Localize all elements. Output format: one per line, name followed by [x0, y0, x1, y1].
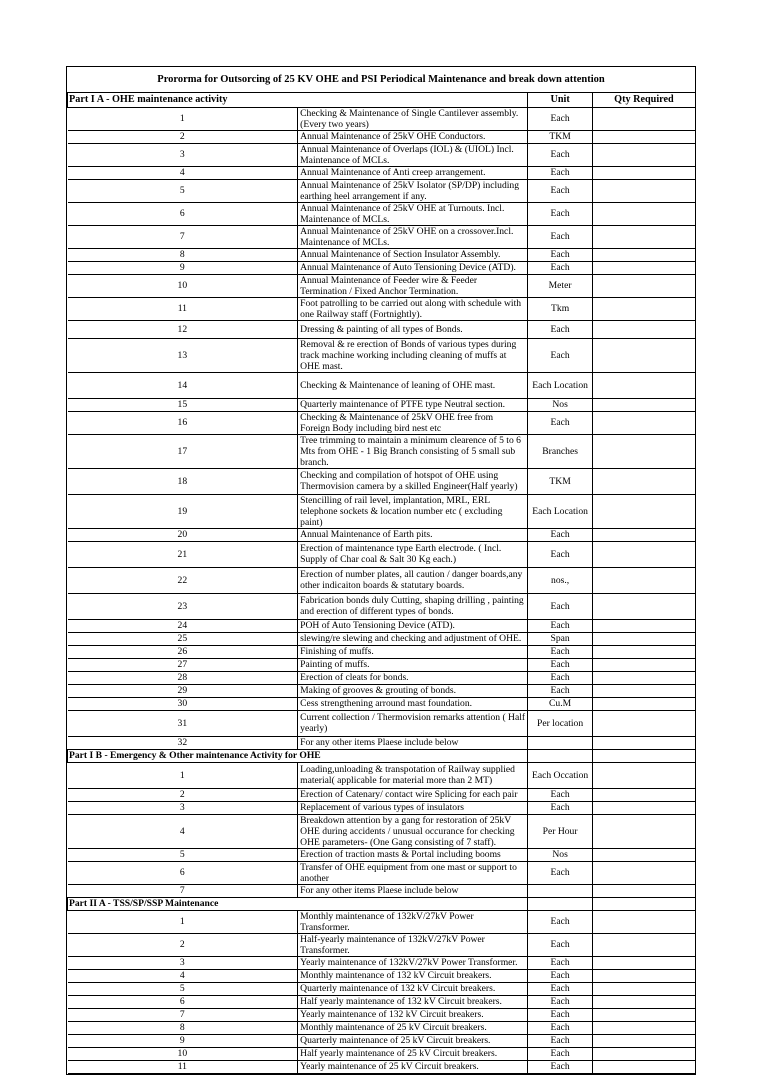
item-number: 3: [68, 801, 298, 814]
item-number: 6: [68, 995, 298, 1008]
item-number: 22: [68, 567, 298, 593]
item-unit: Cu.M: [528, 697, 593, 710]
qty-required-cell[interactable]: [592, 995, 695, 1008]
table-row: [68, 541, 696, 567]
item-description: Foot patrolling to be carried out along with schedule with one Railway staff (Fortnightly).: [298, 297, 528, 320]
item-unit: Each Occation: [528, 762, 593, 788]
table-row: [68, 1008, 696, 1021]
item-description: Checking and compilation of hotspot of OHE using Thermovision camera by a skilled Engineer(Half yearly): [298, 468, 528, 494]
item-description: Tree trimming to maintain a minimum clearence of 5 to 6 Mts from OHE - 1 Big Branch consisting of 5 small sub branch.: [298, 434, 528, 468]
item-description: Half yearly maintenance of 25 kV Circuit breakers.: [298, 1047, 528, 1060]
item-description: Yearly maintenance of 132 kV Circuit breakers.: [298, 1008, 528, 1021]
qty-required-cell[interactable]: [592, 248, 695, 261]
item-description: For any other items Plaese include below: [298, 884, 528, 897]
item-number: 8: [68, 1021, 298, 1034]
unit-cell: [528, 749, 593, 762]
qty-required-cell[interactable]: [592, 338, 695, 372]
qty-required-cell[interactable]: [592, 969, 695, 982]
item-description: Breakdown attention by a gang for restoration of 25kV OHE during accidents / unusual occurance for checking OHE parameters- (One Gang consisting of 7 staff).: [298, 814, 528, 848]
table-row: [68, 130, 696, 143]
item-number: 5: [68, 179, 298, 202]
qty-required-cell[interactable]: [592, 788, 695, 801]
item-number: 14: [68, 372, 298, 398]
item-number: 1: [68, 910, 298, 933]
qty-required-cell[interactable]: [592, 166, 695, 179]
qty-required-cell[interactable]: [592, 202, 695, 225]
item-number: 7: [68, 225, 298, 248]
item-number: 1: [68, 762, 298, 788]
item-description: Erection of traction masts & Portal including booms: [298, 848, 528, 861]
item-unit: Branches: [528, 434, 593, 468]
activity-table: [67, 93, 695, 1074]
qty-required-cell[interactable]: [592, 619, 695, 632]
item-number: 4: [68, 814, 298, 848]
table-row: [68, 697, 696, 710]
section-heading: Part II A - TSS/SP/SSP Maintenance: [68, 897, 528, 910]
item-number: 26: [68, 645, 298, 658]
table-row: [68, 910, 696, 933]
item-number: 10: [68, 1047, 298, 1060]
item-number: 4: [68, 166, 298, 179]
proforma-sheet: [66, 66, 696, 1075]
item-number: 15: [68, 398, 298, 411]
table-row: [68, 320, 696, 338]
unit-cell: [528, 897, 593, 910]
qty-required-cell[interactable]: [592, 1034, 695, 1047]
qty-required-cell[interactable]: [592, 848, 695, 861]
table-row: [68, 762, 696, 788]
item-number: 13: [68, 338, 298, 372]
item-description: For any other items Plaese include below: [298, 736, 528, 749]
table-row: [68, 671, 696, 684]
item-unit: Each: [528, 202, 593, 225]
item-unit: Meter: [528, 274, 593, 297]
table-row: [68, 1021, 696, 1034]
table-row: [68, 297, 696, 320]
table-row: [68, 567, 696, 593]
document-title: Prororma for Outsorcing of 25 KV OHE and PSI Periodical Maintenance and break down attention: [67, 67, 695, 93]
table-row: [68, 982, 696, 995]
item-description: Replacement of various types of insulators: [298, 801, 528, 814]
item-unit: Each: [528, 166, 593, 179]
qty-required-cell[interactable]: [592, 1060, 695, 1073]
item-number: 12: [68, 320, 298, 338]
item-unit: Each: [528, 593, 593, 619]
item-description: Fabrication bonds duly Cutting, shaping drilling , painting and erection of different types of bonds.: [298, 593, 528, 619]
table-row: [68, 1060, 696, 1073]
item-number: 3: [68, 143, 298, 166]
item-description: Current collection / Thermovision remarks attention ( Half yearly): [298, 710, 528, 736]
item-number: 20: [68, 528, 298, 541]
item-unit: Each: [528, 1047, 593, 1060]
qty-required-cell[interactable]: [592, 567, 695, 593]
qty-required-cell[interactable]: [592, 107, 695, 130]
item-number: 9: [68, 1034, 298, 1047]
item-unit: Each: [528, 338, 593, 372]
item-number: 19: [68, 494, 298, 528]
item-description: Erection of number plates, all caution / danger boards,any other indicaiton boards & statutary boards.: [298, 567, 528, 593]
item-unit: Each: [528, 645, 593, 658]
item-unit: Each: [528, 541, 593, 567]
item-description: Painting of muffs.: [298, 658, 528, 671]
item-unit: Each: [528, 248, 593, 261]
qty-required-cell[interactable]: [592, 261, 695, 274]
table-row: [68, 884, 696, 897]
table-row: [68, 619, 696, 632]
item-number: 8: [68, 248, 298, 261]
item-unit: [528, 884, 593, 897]
item-description: Annual Maintenance of Section Insulator Assembly.: [298, 248, 528, 261]
qty-required-cell[interactable]: [592, 593, 695, 619]
qty-required-cell[interactable]: [592, 1008, 695, 1021]
item-number: 18: [68, 468, 298, 494]
item-number: 28: [68, 671, 298, 684]
item-description: Transfer of OHE equipment from one mast or support to another: [298, 861, 528, 884]
item-number: 17: [68, 434, 298, 468]
item-unit: Each: [528, 411, 593, 434]
item-number: 24: [68, 619, 298, 632]
item-description: Checking & Maintenance of Single Cantilever assembly.(Every two years): [298, 107, 528, 130]
qty-required-cell[interactable]: [592, 814, 695, 848]
qty-required-cell[interactable]: [592, 372, 695, 398]
table-row: [68, 528, 696, 541]
item-number: 5: [68, 982, 298, 995]
item-number: 27: [68, 658, 298, 671]
item-number: 11: [68, 297, 298, 320]
table-row: [68, 202, 696, 225]
table-row: [68, 814, 696, 848]
qty-required-cell[interactable]: [592, 434, 695, 468]
item-unit: Each: [528, 788, 593, 801]
item-number: 6: [68, 861, 298, 884]
qty-required-cell[interactable]: [592, 130, 695, 143]
table-row: [68, 736, 696, 749]
item-unit: Each: [528, 910, 593, 933]
item-unit: Span: [528, 632, 593, 645]
table-row: [68, 274, 696, 297]
item-description: Checking & Maintenance of 25kV OHE free from Foreign Body including bird nest etc: [298, 411, 528, 434]
qty-required-cell[interactable]: [592, 632, 695, 645]
item-description: Annual Maintenance of Earth pits.: [298, 528, 528, 541]
item-number: 7: [68, 1008, 298, 1021]
table-row: [68, 956, 696, 969]
table-row: [68, 1047, 696, 1060]
item-description: Monthly maintenance of 132 kV Circuit breakers.: [298, 969, 528, 982]
item-unit: nos.,: [528, 567, 593, 593]
qty-required-cell[interactable]: [592, 671, 695, 684]
item-description: Cess strengthening arround mast foundation.: [298, 697, 528, 710]
item-unit: [528, 736, 593, 749]
table-row: [68, 1034, 696, 1047]
table-row: [68, 248, 696, 261]
item-description: Half yearly maintenance of 132 kV Circuit breakers.: [298, 995, 528, 1008]
item-description: Yearly maintenance of 132kV/27kV Power Transformer.: [298, 956, 528, 969]
item-unit: Each: [528, 658, 593, 671]
item-number: 4: [68, 969, 298, 982]
table-row: [68, 434, 696, 468]
item-unit: Each: [528, 1021, 593, 1034]
qty-required-cell[interactable]: [592, 179, 695, 202]
table-row: [68, 261, 696, 274]
item-description: Dressing & painting of all types of Bonds.: [298, 320, 528, 338]
table-row: [68, 143, 696, 166]
item-number: 2: [68, 130, 298, 143]
item-description: Annual Maintenance of Anti creep arrangement.: [298, 166, 528, 179]
item-unit: Each: [528, 801, 593, 814]
table-row: [68, 801, 696, 814]
item-unit: Each: [528, 684, 593, 697]
item-description: Quarterly maintenance of 132 kV Circuit breakers.: [298, 982, 528, 995]
item-description: Checking & Maintenance of leaning of OHE mast.: [298, 372, 528, 398]
qty-required-cell[interactable]: [592, 933, 695, 956]
item-number: 23: [68, 593, 298, 619]
table-row: [68, 861, 696, 884]
item-unit: Each: [528, 933, 593, 956]
qty-required-cell[interactable]: [592, 225, 695, 248]
table-row: [68, 632, 696, 645]
item-description: Removal & re erection of Bonds of various types during track machine working including cleaning of muffs at OHE mast.: [298, 338, 528, 372]
item-unit: Each: [528, 320, 593, 338]
item-description: Loading,unloading & transpotation of Railway supplied material( applicable for material more than 2 MT): [298, 762, 528, 788]
item-description: Annual Maintenance of 25kV Isolator (SP/DP) including earthing heel arrangement if any.: [298, 179, 528, 202]
item-unit: TKM: [528, 130, 593, 143]
item-description: Erection of cleats for bonds.: [298, 671, 528, 684]
item-unit: Each: [528, 982, 593, 995]
qty-required-cell[interactable]: [592, 143, 695, 166]
section-heading: Part I B - Emergency & Other maintenance Activity for OHE: [68, 749, 528, 762]
item-unit: Each: [528, 225, 593, 248]
item-description: Erection of maintenance type Earth electrode. ( Incl. Supply of Char coal & Salt 30 Kg each.): [298, 541, 528, 567]
qty-required-cell[interactable]: [592, 274, 695, 297]
qty-required-cell[interactable]: [592, 541, 695, 567]
item-description: Erection of Catenary/ contact wire Splicing for each pair: [298, 788, 528, 801]
qty-required-cell[interactable]: [592, 684, 695, 697]
table-row: [68, 468, 696, 494]
table-row: [68, 166, 696, 179]
item-description: Annual Maintenance of 25kV OHE at Turnouts. Incl. Maintenance of MCLs.: [298, 202, 528, 225]
item-description: Annual Maintenance of Auto Tensioning Device (ATD).: [298, 261, 528, 274]
item-number: 29: [68, 684, 298, 697]
unit-column-header: Unit: [528, 93, 593, 107]
qty-required-cell[interactable]: [592, 762, 695, 788]
item-unit: Each: [528, 179, 593, 202]
table-row: [68, 398, 696, 411]
item-number: 32: [68, 736, 298, 749]
item-description: Annual Maintenance of Feeder wire & Feeder Termination / Fixed Anchor Termination.: [298, 274, 528, 297]
table-row: [68, 372, 696, 398]
table-row: [68, 645, 696, 658]
qty-required-cell[interactable]: [592, 320, 695, 338]
item-number: 31: [68, 710, 298, 736]
item-number: 10: [68, 274, 298, 297]
table-row: [68, 107, 696, 130]
table-row: [68, 933, 696, 956]
qty-required-cell[interactable]: [592, 861, 695, 884]
item-unit: Each: [528, 1060, 593, 1073]
table-row: [68, 179, 696, 202]
table-row: [68, 848, 696, 861]
qty-column-header: Qty Required: [592, 93, 695, 107]
item-unit: Each: [528, 619, 593, 632]
item-description: Half-yearly maintenance of 132kV/27kV Power Transformer.: [298, 933, 528, 956]
table-row: [68, 225, 696, 248]
item-number: 25: [68, 632, 298, 645]
item-number: 5: [68, 848, 298, 861]
item-number: 21: [68, 541, 298, 567]
table-row: [68, 658, 696, 671]
item-description: Annual Maintenance of 25kV OHE on a crossover.Incl. Maintenance of MCLs.: [298, 225, 528, 248]
table-row: [68, 338, 696, 372]
item-unit: Each: [528, 1008, 593, 1021]
qty-required-cell[interactable]: [592, 1021, 695, 1034]
qty-required-cell[interactable]: [592, 710, 695, 736]
item-number: 1: [68, 107, 298, 130]
table-row: [68, 494, 696, 528]
item-unit: TKM: [528, 468, 593, 494]
table-row: [68, 969, 696, 982]
qty-required-cell[interactable]: [592, 411, 695, 434]
item-description: Yearly maintenance of 25 kV Circuit breakers.: [298, 1060, 528, 1073]
section-header-row: [68, 749, 696, 762]
qty-required-cell[interactable]: [592, 910, 695, 933]
item-number: 16: [68, 411, 298, 434]
item-unit: Each: [528, 107, 593, 130]
item-unit: Each: [528, 1034, 593, 1047]
item-unit: Each: [528, 969, 593, 982]
item-description: Finishing of muffs.: [298, 645, 528, 658]
item-number: 2: [68, 788, 298, 801]
activity-table-body: [68, 93, 696, 1073]
item-description: Annual Maintenance of Overlaps (IOL) & (UIOL) Incl. Maintenance of MCLs.: [298, 143, 528, 166]
item-unit: Per location: [528, 710, 593, 736]
qty-cell: [592, 897, 695, 910]
qty-required-cell[interactable]: [592, 494, 695, 528]
item-unit: Each: [528, 143, 593, 166]
qty-required-cell[interactable]: [592, 398, 695, 411]
item-description: Quarterly maintenance of 25 kV Circuit breakers.: [298, 1034, 528, 1047]
qty-required-cell[interactable]: [592, 697, 695, 710]
qty-required-cell[interactable]: [592, 884, 695, 897]
item-number: 7: [68, 884, 298, 897]
item-description: Annual Maintenance of 25kV OHE Conductors.: [298, 130, 528, 143]
qty-required-cell[interactable]: [592, 297, 695, 320]
qty-required-cell[interactable]: [592, 982, 695, 995]
item-unit: Each: [528, 261, 593, 274]
qty-required-cell[interactable]: [592, 528, 695, 541]
item-description: Quarterly maintenance of PTFE type Neutral section.: [298, 398, 528, 411]
qty-required-cell[interactable]: [592, 736, 695, 749]
item-number: 9: [68, 261, 298, 274]
qty-required-cell[interactable]: [592, 468, 695, 494]
section-heading: Part I A - OHE maintenance activity: [68, 93, 528, 107]
item-unit: Tkm: [528, 297, 593, 320]
qty-cell: [592, 749, 695, 762]
item-description: POH of Auto Tensioning Device (ATD).: [298, 619, 528, 632]
item-number: 6: [68, 202, 298, 225]
qty-required-cell[interactable]: [592, 1047, 695, 1060]
item-unit: Per Hour: [528, 814, 593, 848]
item-number: 11: [68, 1060, 298, 1073]
item-unit: Nos: [528, 398, 593, 411]
table-row: [68, 593, 696, 619]
item-number: 30: [68, 697, 298, 710]
section-header-row: [68, 897, 696, 910]
table-row: [68, 788, 696, 801]
item-unit: Each Location: [528, 372, 593, 398]
item-description: Stencilling of rail level, implantation, MRL, ERL telephone sockets & location number etc ( excluding paint): [298, 494, 528, 528]
item-unit: Each: [528, 528, 593, 541]
table-row: [68, 684, 696, 697]
qty-required-cell[interactable]: [592, 801, 695, 814]
item-number: 3: [68, 956, 298, 969]
table-header-row: [68, 93, 696, 107]
table-row: [68, 411, 696, 434]
qty-required-cell[interactable]: [592, 956, 695, 969]
item-unit: Each: [528, 671, 593, 684]
item-unit: Each: [528, 995, 593, 1008]
item-description: Monthly maintenance of 25 kV Circuit breakers.: [298, 1021, 528, 1034]
qty-required-cell[interactable]: [592, 645, 695, 658]
item-description: Making of grooves & grouting of bonds.: [298, 684, 528, 697]
item-number: 2: [68, 933, 298, 956]
table-row: [68, 710, 696, 736]
item-description: Monthly maintenance of 132kV/27kV Power Transformer.: [298, 910, 528, 933]
item-unit: Nos: [528, 848, 593, 861]
table-row: [68, 995, 696, 1008]
item-unit: Each: [528, 956, 593, 969]
item-description: slewing/re slewing and checking and adjustment of OHE.: [298, 632, 528, 645]
item-unit: Each Location: [528, 494, 593, 528]
qty-required-cell[interactable]: [592, 658, 695, 671]
item-unit: Each: [528, 861, 593, 884]
